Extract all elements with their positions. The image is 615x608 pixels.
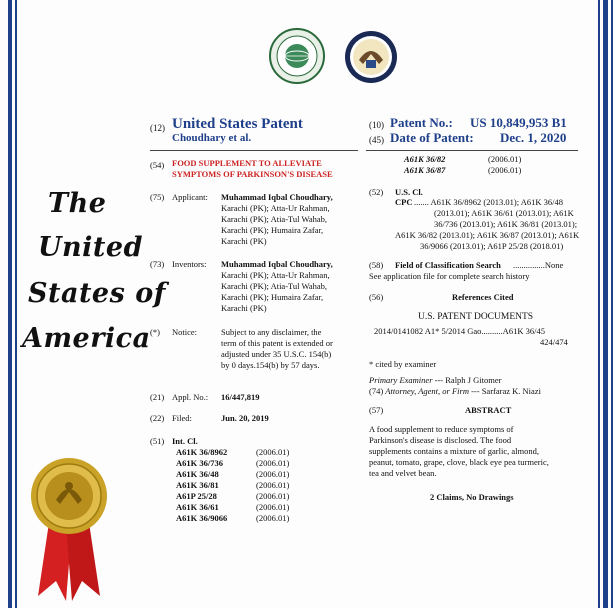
- patent-type-heading: United States Patent: [172, 116, 303, 132]
- left-border-line: [8, 0, 12, 608]
- field-num-73: (73): [150, 259, 165, 269]
- int-cl-row: [176, 502, 289, 513]
- applicant-block: [221, 192, 349, 247]
- inventor-line: Karachi (PK): [221, 303, 267, 313]
- right-border-line: [611, 0, 613, 608]
- right-cl-row: [404, 154, 521, 165]
- applicant-line: Karachi (PK): [221, 236, 267, 246]
- us-cl-line: 36/736 (2013.01); A61K 36/81 (2013.01);: [434, 219, 578, 229]
- int-cl-row: [176, 469, 289, 480]
- field-num-51: (51): [150, 436, 165, 446]
- abstract-line: peanut, tomato, grape, clove, black eye pea turmeric,: [369, 457, 549, 467]
- field-num-75: (75): [150, 192, 165, 202]
- ref-doc-line1: 2014/0141082 A1* 5/2014 Gao..........A61K 36/45: [374, 326, 545, 336]
- int-cl-code: A61K 36/48: [176, 469, 219, 479]
- claims-summary: 2 Claims, No Drawings: [430, 492, 514, 502]
- applicant-label: Applicant:: [172, 192, 208, 202]
- script-title-line3: States of: [28, 278, 166, 309]
- us-patent-docs-title: U.S. PATENT DOCUMENTS: [418, 312, 534, 322]
- references-label: References Cited: [452, 292, 514, 302]
- us-cl-line: (2013.01); A61K 36/61 (2013.01); A61K: [434, 208, 574, 218]
- notice-line: Subject to any disclaimer, the: [221, 327, 322, 337]
- notice-line: term of this patent is extended or: [221, 338, 333, 348]
- right-border-line-thick: [603, 0, 608, 608]
- notice-line: by 0 days.154(b) by 57 days.: [221, 360, 320, 370]
- abstract-label: ABSTRACT: [465, 405, 512, 415]
- int-cl-code: A61K 36/61: [176, 502, 219, 512]
- field-num-10: (10): [369, 120, 384, 130]
- primary-examiner-label: Primary Examiner: [369, 375, 433, 385]
- appl-no-value: 16/447,819: [221, 392, 260, 402]
- int-cl-code: A61K 36/9066: [176, 513, 228, 523]
- us-cl-line: A61K 36/82 (2013.01); A61K 36/87 (2013.01); A61K: [395, 230, 580, 240]
- cited-by-examiner: * cited by examiner: [369, 359, 437, 369]
- us-cl-label: U.S. Cl.: [395, 187, 423, 197]
- field-num-12: (12): [150, 123, 165, 133]
- int-cl-row: [176, 447, 289, 458]
- patent-no-label: Patent No.:: [390, 115, 453, 130]
- date-value: Dec. 1, 2020: [500, 130, 567, 145]
- field-search-dots: ...............None: [513, 260, 564, 270]
- field-num-58: (58): [369, 260, 384, 270]
- right-cl-code: A61K 36/82: [404, 154, 446, 164]
- field-num-21: (21): [150, 392, 165, 402]
- field-num-22: (22): [150, 413, 165, 423]
- patent-no-value: US 10,849,953 B1: [470, 115, 567, 130]
- field-search-label: Field of Classification Search: [395, 260, 501, 270]
- inventor-line: Karachi (PK); Humaira Zafar,: [221, 292, 324, 302]
- abstract-line: tea and velvet bean.: [369, 468, 437, 478]
- field-num-56: (56): [369, 292, 384, 302]
- dept-commerce-seal-icon: [344, 30, 398, 84]
- field-num-notice: (*): [150, 327, 160, 337]
- right-cl-row: [404, 165, 521, 176]
- int-cl-year: (2006.01): [256, 491, 290, 501]
- appl-no-label: Appl. No.:: [172, 392, 209, 402]
- date-label: Date of Patent:: [390, 130, 474, 145]
- attorney-label: Attorney, Agent, or Firm: [385, 386, 469, 396]
- invention-title-line2: SYMPTOMS OF PARKINSON'S DISEASE: [172, 169, 333, 179]
- gold-seal-ribbon-icon: [28, 456, 110, 602]
- field-num-52: (52): [369, 187, 384, 197]
- ref-doc-line2: 424/474: [540, 337, 568, 347]
- int-cl-table: [176, 447, 289, 524]
- abstract-body: [369, 424, 575, 479]
- script-title-line4: America: [22, 323, 151, 354]
- int-cl-code: A61K 36/8962: [176, 447, 228, 457]
- int-cl-year: (2006.01): [256, 513, 290, 523]
- notice-line: adjusted under 35 U.S.C. 154(b): [221, 349, 332, 359]
- attorney-value: --- Sarfaraz K. Niazi: [471, 386, 541, 396]
- script-title-line2: United: [38, 232, 143, 263]
- cpc-label: CPC: [395, 197, 413, 207]
- field-num-54: (54): [150, 160, 165, 170]
- int-cl-year: (2006.01): [256, 502, 290, 512]
- int-cl-code: A61K 36/736: [176, 458, 223, 468]
- filed-label: Filed:: [172, 413, 192, 423]
- right-cl-year: (2006.01): [488, 154, 522, 164]
- us-cl-line: 36/9066 (2013.01); A61P 25/28 (2018.01): [420, 241, 564, 251]
- applicant-line: Karachi (PK); Atia-Tul Wahab,: [221, 214, 328, 224]
- inventor-line: Karachi (PK); Atia-Tul Wahab,: [221, 281, 328, 291]
- invention-title-line1: FOOD SUPPLEMENT TO ALLEVIATE: [172, 158, 322, 168]
- int-cl-year: (2006.01): [256, 469, 290, 479]
- filed-value: Jun. 20, 2019: [221, 413, 269, 423]
- inventor-line: Karachi (PK); Atta-Ur Rahman,: [221, 270, 330, 280]
- field-num-74: (74): [369, 386, 384, 396]
- script-title-line1: The: [48, 188, 107, 219]
- divider-right: [366, 150, 578, 151]
- int-cl-row: [176, 513, 289, 524]
- primary-examiner: [369, 375, 501, 386]
- inventors-block: [221, 259, 349, 314]
- right-top-cl-table: [404, 154, 521, 176]
- int-cl-code: A61P 25/28: [176, 491, 217, 501]
- applicant-line: Karachi (PK); Humaira Zafar,: [221, 225, 324, 235]
- left-border-line-thin: [15, 0, 17, 608]
- uspto-seal-icon: [268, 27, 326, 85]
- right-border-line-thin: [598, 0, 600, 608]
- right-cl-year: (2006.01): [488, 165, 522, 175]
- abstract-line: supplements contains a mixture of garlic, almond,: [369, 446, 539, 456]
- int-cl-year: (2006.01): [256, 447, 290, 457]
- int-cl-row: [176, 480, 289, 491]
- inventors-label: Inventors:: [172, 259, 207, 269]
- int-cl-code: A61K 36/81: [176, 480, 219, 490]
- divider-left: [150, 150, 358, 151]
- applicant-line: Muhammad Iqbal Choudhary,: [221, 192, 333, 202]
- field-num-45: (45): [369, 135, 384, 145]
- inventor-line: Muhammad Iqbal Choudhary,: [221, 259, 333, 269]
- notice-block: [221, 327, 351, 371]
- field-search-note: See application file for complete search history: [369, 271, 530, 281]
- int-cl-row: [176, 491, 289, 502]
- field-num-57: (57): [369, 405, 384, 415]
- right-cl-code: A61K 36/87: [404, 165, 446, 175]
- abstract-line: Parkinson's disease is disclosed. The food: [369, 435, 512, 445]
- int-cl-year: (2006.01): [256, 480, 290, 490]
- primary-examiner-value: --- Ralph J Gitomer: [434, 375, 502, 385]
- applicant-short: Choudhary et al.: [172, 132, 252, 144]
- int-cl-year: (2006.01): [256, 458, 290, 468]
- int-cl-label: Int. Cl.: [172, 436, 198, 446]
- int-cl-row: [176, 458, 289, 469]
- applicant-line: Karachi (PK); Atta-Ur Rahman,: [221, 203, 330, 213]
- us-cl-line: ....... A61K 36/8962 (2013.01); A61K 36/48: [414, 197, 563, 207]
- attorney-line: [369, 386, 541, 397]
- notice-label: Notice:: [172, 327, 198, 337]
- abstract-line: A food supplement to reduce symptoms of: [369, 424, 514, 434]
